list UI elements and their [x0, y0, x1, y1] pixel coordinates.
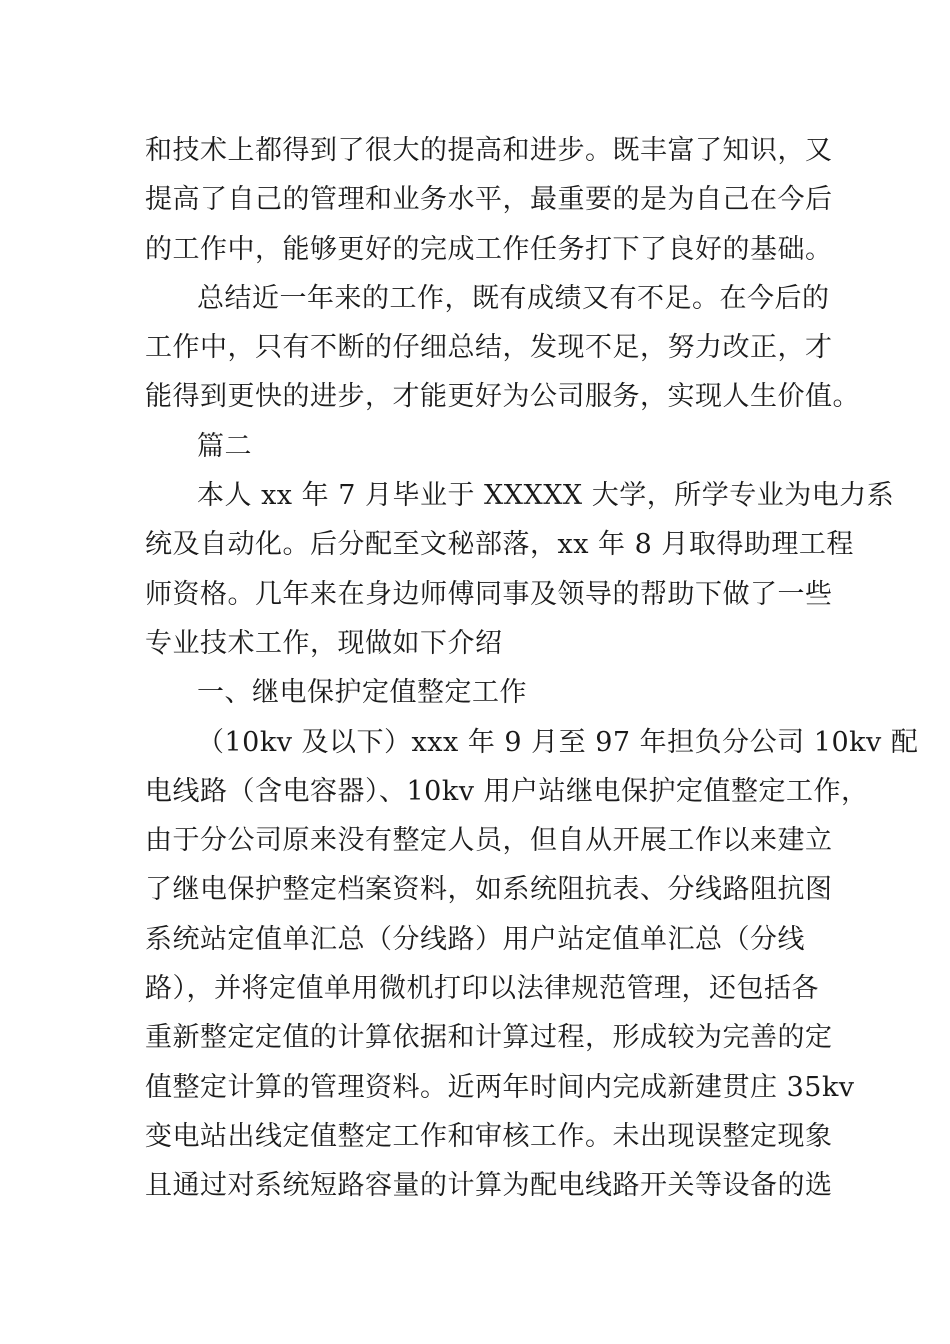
text-line-16: 了继电保护整定档案资料，如系统阻抗表、分线路阻抗图	[145, 874, 833, 906]
text-line-6: 能得到更快的进步，才能更好为公司服务，实现人生价值。	[145, 381, 860, 413]
text-line-3: 的工作中，能够更好的完成工作任务打下了良好的基础。	[145, 233, 833, 265]
text-line-18: 路），并将定值单用微机打印以法律规范管理，还包括各	[145, 973, 819, 1005]
text-line-17: 系统站定值单汇总（分线路）用户站定值单汇总（分线	[145, 923, 805, 955]
text-line-1: 和技术上都得到了很大的提高和进步。既丰富了知识，又	[145, 135, 833, 166]
text-line-5: 工作中，只有不断的仔细总结，发现不足，努力改正，才	[145, 332, 833, 364]
text-line-13: （10kv 及以下）xxx 年 9 月至 97 年担负分公司 10kv 配	[197, 726, 919, 758]
section-heading-pian-er: 篇二	[197, 430, 252, 462]
text-line-11: 专业技术工作，现做如下介绍	[145, 627, 503, 659]
subsection-heading-relay-protection: 一、继电保护定值整定工作	[197, 677, 527, 709]
text-line-10: 师资格。几年来在身边师傅同事及领导的帮助下做了一些	[145, 578, 833, 610]
text-line-15: 由于分公司原来没有整定人员，但自从开展工作以来建立	[145, 825, 833, 857]
text-line-20: 值整定计算的管理资料。近两年时间内完成新建贯庄 35kv	[145, 1071, 855, 1103]
text-line-9: 统及自动化。后分配至文秘部落，xx 年 8 月取得助理工程	[145, 529, 854, 561]
text-line-2: 提高了自己的管理和业务水平，最重要的是为自己在今后	[145, 184, 833, 216]
text-line-4: 总结近一年来的工作，既有成绩又有不足。在今后的	[197, 282, 830, 314]
document-body	[145, 126, 919, 1211]
text-line-22: 且通过对系统短路容量的计算为配电线路开关等设备的选	[145, 1170, 833, 1202]
text-line-21: 变电站出线定值整定工作和审核工作。未出现误整定现象	[145, 1120, 833, 1152]
text-line-14: 电线路（含电容器）、10kv 用户站继电保护定值整定工作，	[145, 775, 869, 807]
text-line-8: 本人 xx 年 7 月毕业于 XXXXX 大学，所学专业为电力系	[197, 480, 895, 512]
text-line-19: 重新整定定值的计算依据和计算过程，形成较为完善的定	[145, 1022, 833, 1054]
